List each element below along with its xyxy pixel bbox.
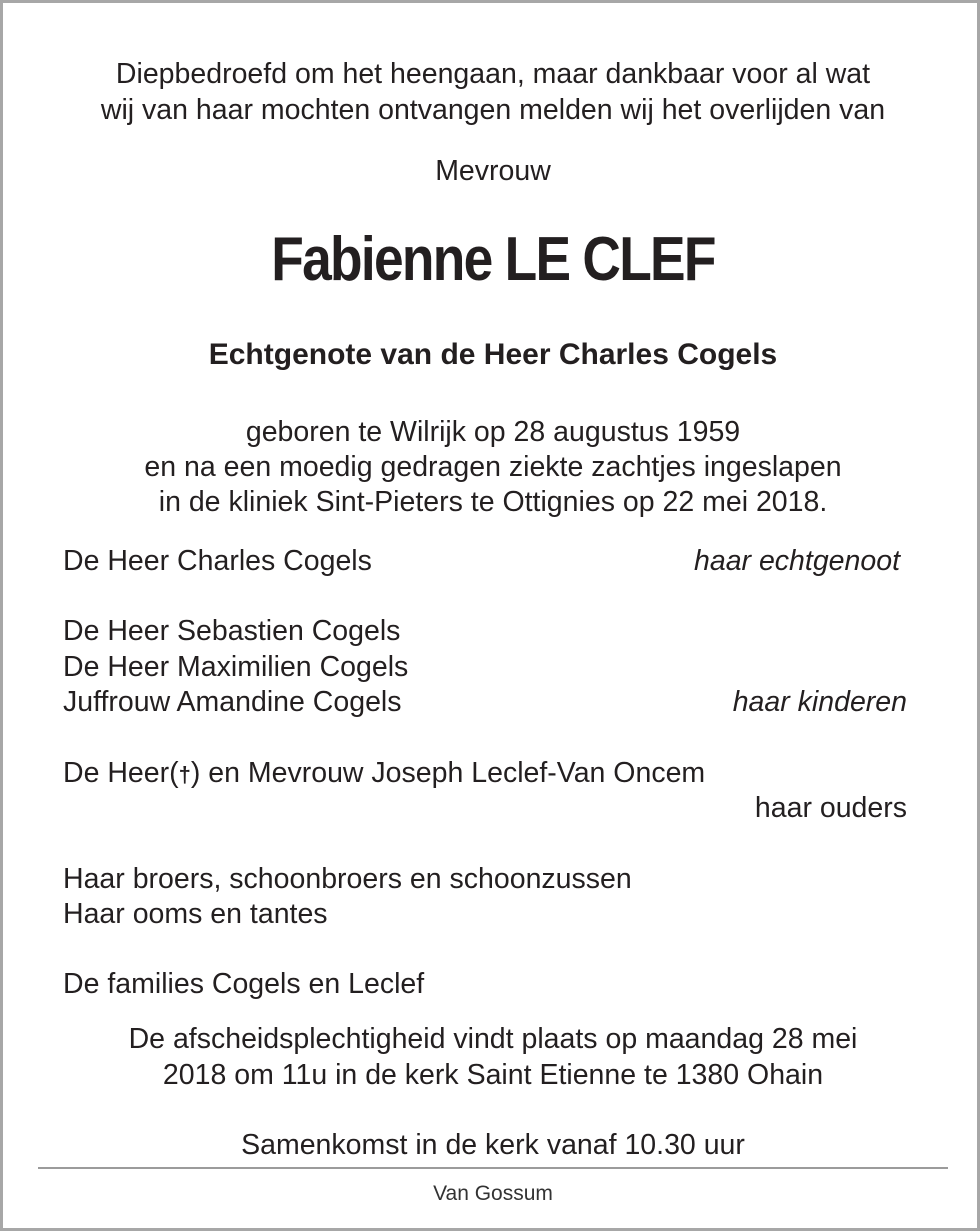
illness-line: en na een moedig gedragen ziekte zachtjes ingeslapen [144,451,842,483]
deceased-name: Fabienne LE CLEF [271,225,715,294]
funeral-home: Van Gossum [433,1182,553,1205]
spouse-name: De Heer Charles Cogels [63,545,372,577]
parents-prefix: De Heer( [63,757,179,789]
ceremony-line-1: De afscheidsplechtigheid vindt plaats op maandag 28 mei [128,1023,858,1055]
honorific: Mevrouw [435,155,551,187]
child-2: De Heer Maximilien Cogels [63,651,409,683]
ceremony-line-2: 2018 om 11u in de kerk Saint Etienne te 1380 Ohain [162,1059,824,1091]
gathering-line: Samenkomst in de kerk vanaf 10.30 uur [241,1129,745,1161]
parents-line [63,755,705,793]
intro-line-1: Diepbedroefd om het heengaan, maar dankbaar voor al wat [115,58,871,90]
footer-divider [38,1167,948,1169]
cross-icon: † [178,762,191,787]
child-3: Juffrouw Amandine Cogels [63,686,402,718]
intro-line-2: wij van haar mochten ontvangen melden wij het overlijden van [100,94,886,126]
spouse-line: Echtgenote van de Heer Charles Cogels [208,338,778,371]
uncles-aunts-line: Haar ooms en tantes [63,898,328,930]
death-line: in de kliniek Sint-Pieters te Ottignies op 22 mei 2018. [158,486,828,518]
parents-suffix: ) en Mevrouw Joseph Leclef-Van Oncem [190,757,706,789]
children-role: haar kinderen [732,686,907,718]
siblings-line: Haar broers, schoonbroers en schoonzussen [63,863,632,895]
families-line: De families Cogels en Leclef [63,968,425,1000]
spouse-role: haar echtgenoot [694,545,900,577]
child-1: De Heer Sebastien Cogels [63,615,401,647]
birth-line: geboren te Wilrijk op 28 augustus 1959 [245,416,741,448]
parents-role: haar ouders [754,792,907,824]
